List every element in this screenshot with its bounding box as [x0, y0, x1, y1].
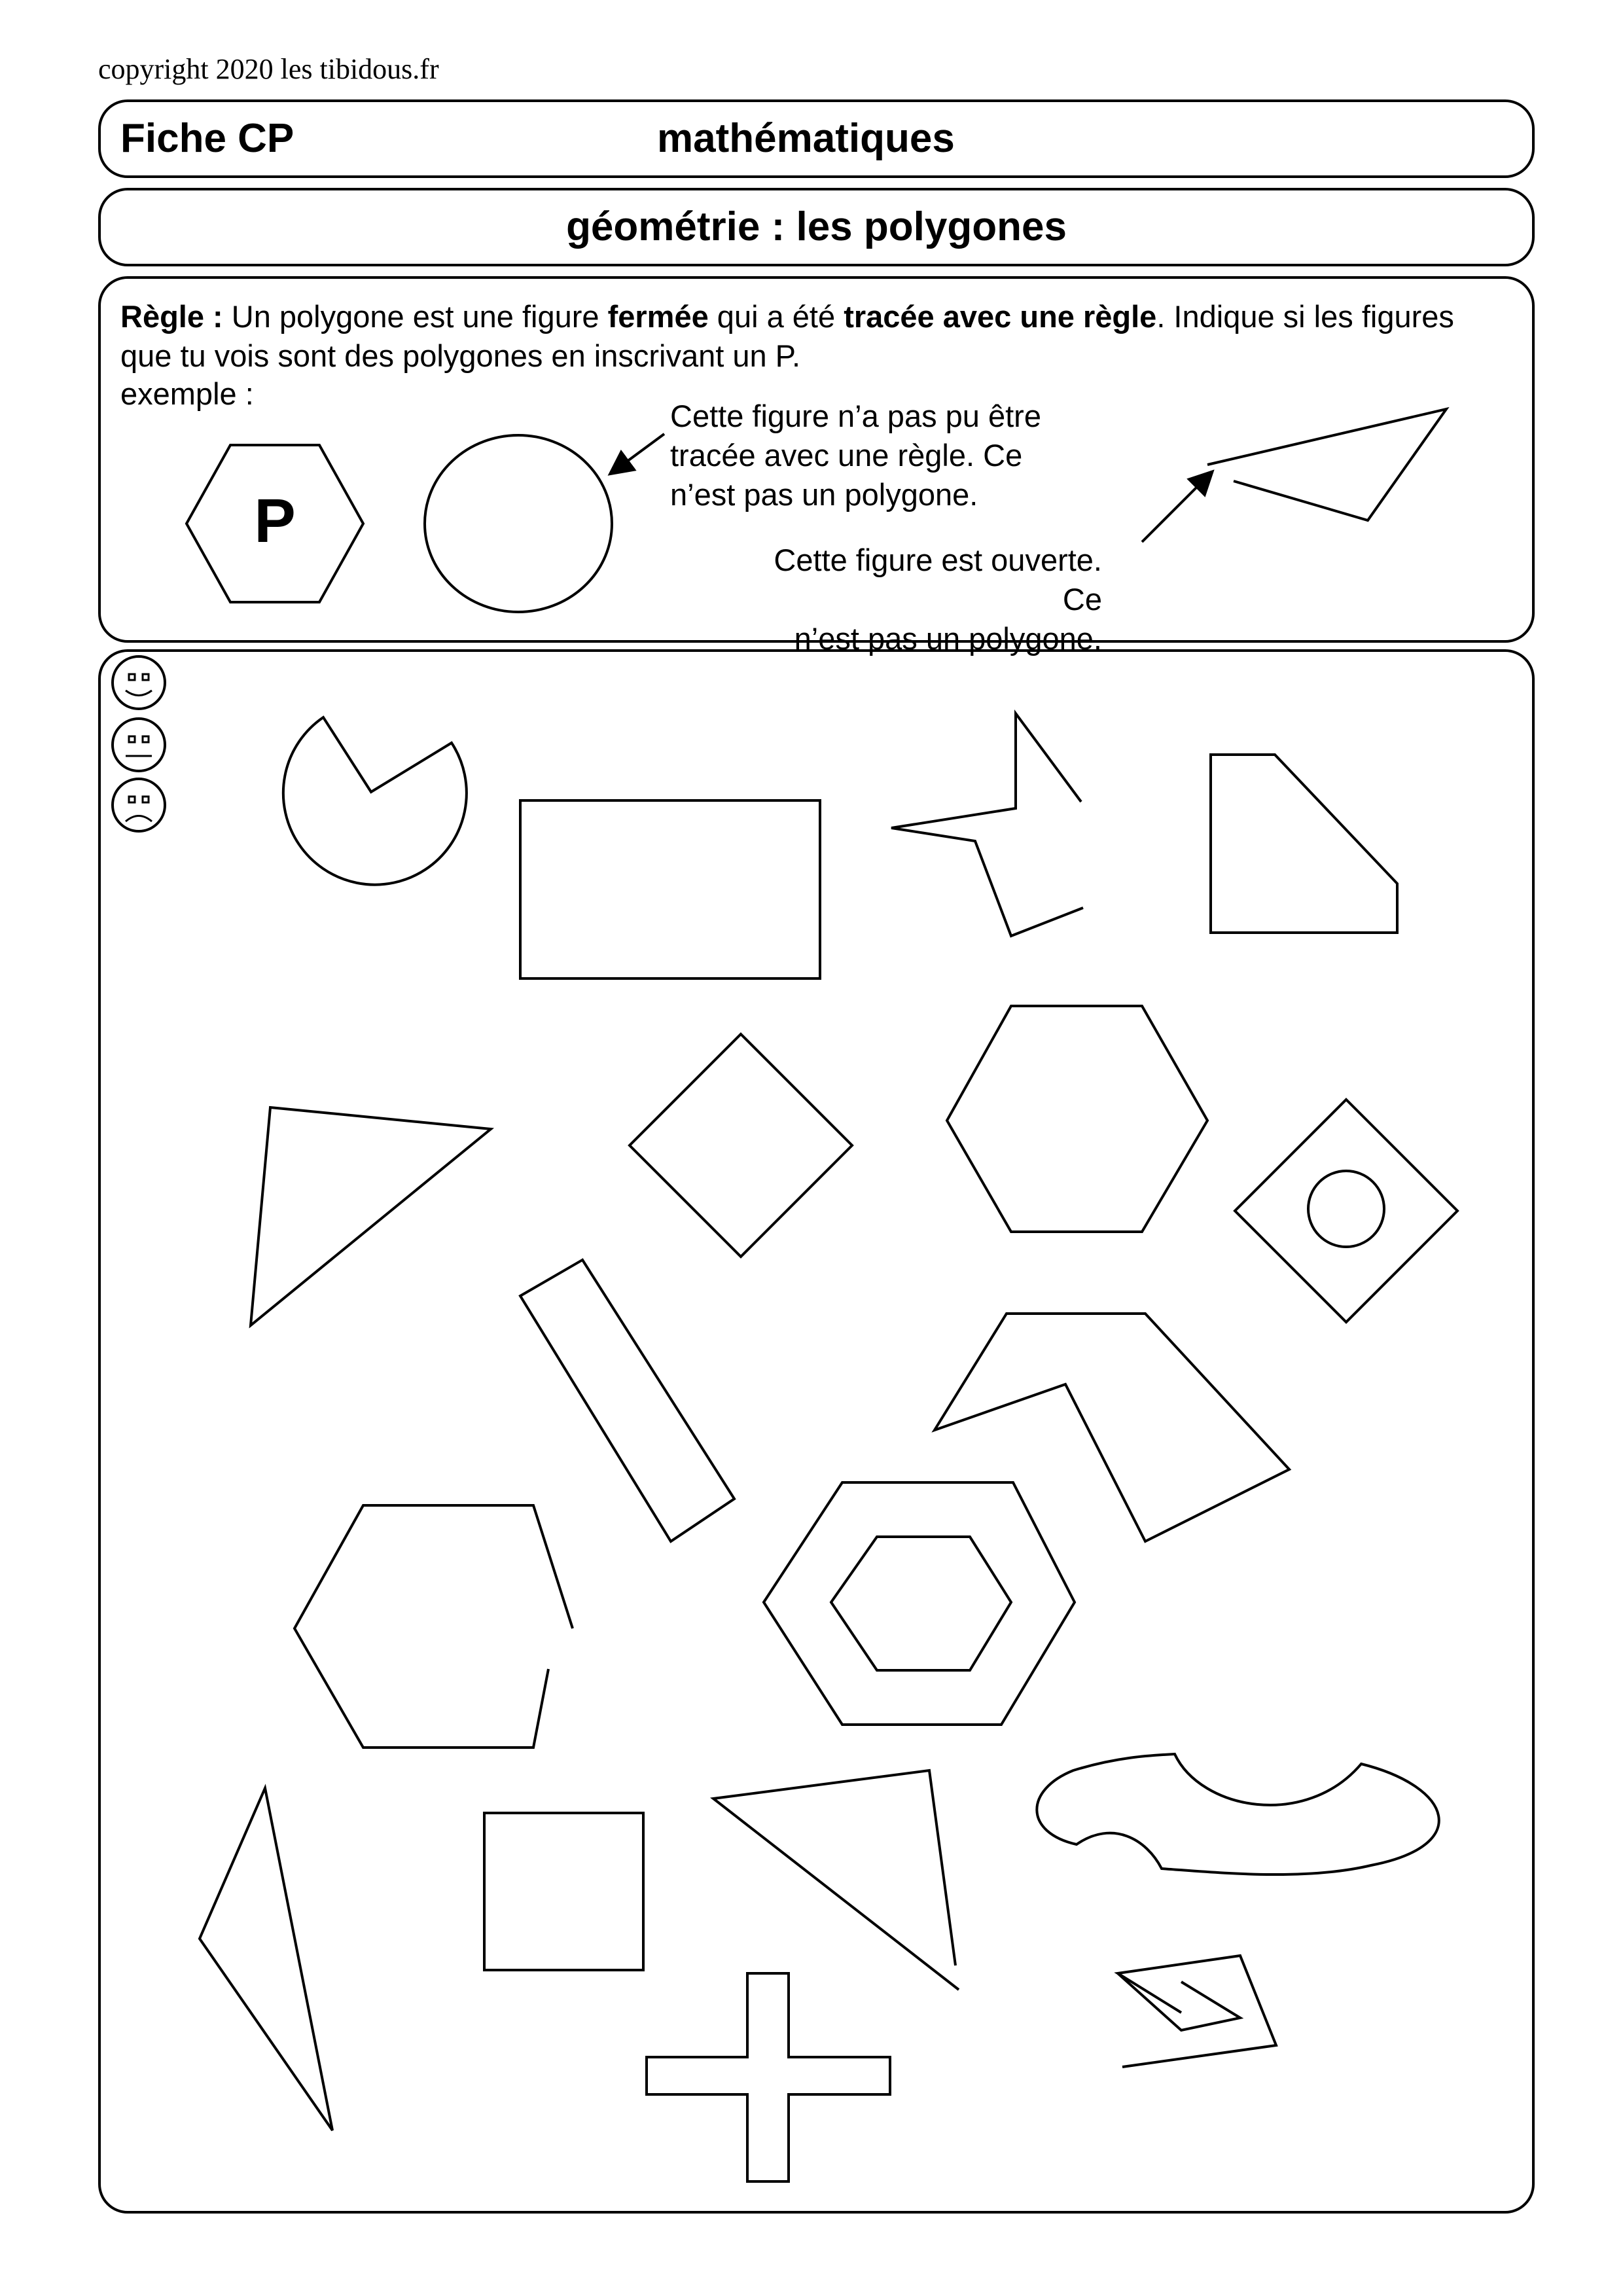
arrow-to-circle [612, 434, 664, 473]
note-curve-line-3: n’est pas un polygone. [670, 477, 978, 512]
figure-open-spiral-inner [1118, 1973, 1240, 2030]
figure-cross [647, 1973, 890, 2181]
example-label: exemple : [120, 376, 254, 411]
example-circle [425, 435, 612, 612]
figure-triangle-1 [251, 1107, 491, 1325]
rule-text-3: . Indique si les figures que tu vois sont des polygones en inscrivant un P. [120, 299, 1454, 373]
figure-diamond [630, 1034, 852, 1257]
level-label: Fiche CP [120, 116, 294, 161]
note-open-line-2: n’est pas un polygone. [794, 621, 1102, 656]
rule-bold-2: tracée avec une règle [844, 299, 1157, 334]
figure-rectangle [520, 800, 820, 978]
figure-hole-circle [1308, 1171, 1384, 1247]
figure-hexagon-1 [947, 1006, 1207, 1232]
rule-label: Règle : [120, 299, 223, 334]
figure-long-rectangle [520, 1260, 734, 1541]
figure-cut-corner [1211, 755, 1397, 933]
smiley-neutral-icon [113, 719, 165, 771]
note-curve-line-1: Cette figure n’a pas pu être [670, 399, 1041, 433]
rule-text-1: Un polygone est une figure [223, 299, 608, 334]
page-title: géométrie : les polygones [566, 204, 1067, 249]
figure-square [484, 1813, 643, 1970]
arrow-to-open-figure [1142, 473, 1211, 542]
example-open-figure [1207, 409, 1446, 520]
figure-open-spiral [1118, 1956, 1276, 2067]
figure-pacman [283, 717, 467, 885]
figure-diamond-with-hole [1235, 1100, 1457, 1322]
figure-hexagon-outer [764, 1482, 1075, 1725]
note-curve-line-2: tracée avec une règle. Ce [670, 438, 1023, 473]
rule-text-2: qui a été [708, 299, 844, 334]
subject-label: mathématiques [657, 116, 955, 161]
figure-boomerang [935, 1314, 1289, 1541]
figure-hexagon-inner [831, 1537, 1011, 1670]
figure-open-hexagon [294, 1505, 573, 1748]
smiley-happy-icon [113, 656, 165, 709]
figure-open-triangle [713, 1770, 959, 1990]
smiley-sad-icon [113, 779, 165, 831]
example-mark: P [254, 486, 296, 556]
figure-open-star [891, 713, 1083, 936]
copyright: copyright 2020 les tibidous.fr [98, 53, 439, 85]
figure-curved-shape [1037, 1754, 1438, 1874]
rule-bold-1: fermée [607, 299, 709, 334]
note-open-line-1: Cette figure est ouverte. Ce [774, 543, 1102, 617]
figure-triangle-thin [200, 1788, 332, 2130]
